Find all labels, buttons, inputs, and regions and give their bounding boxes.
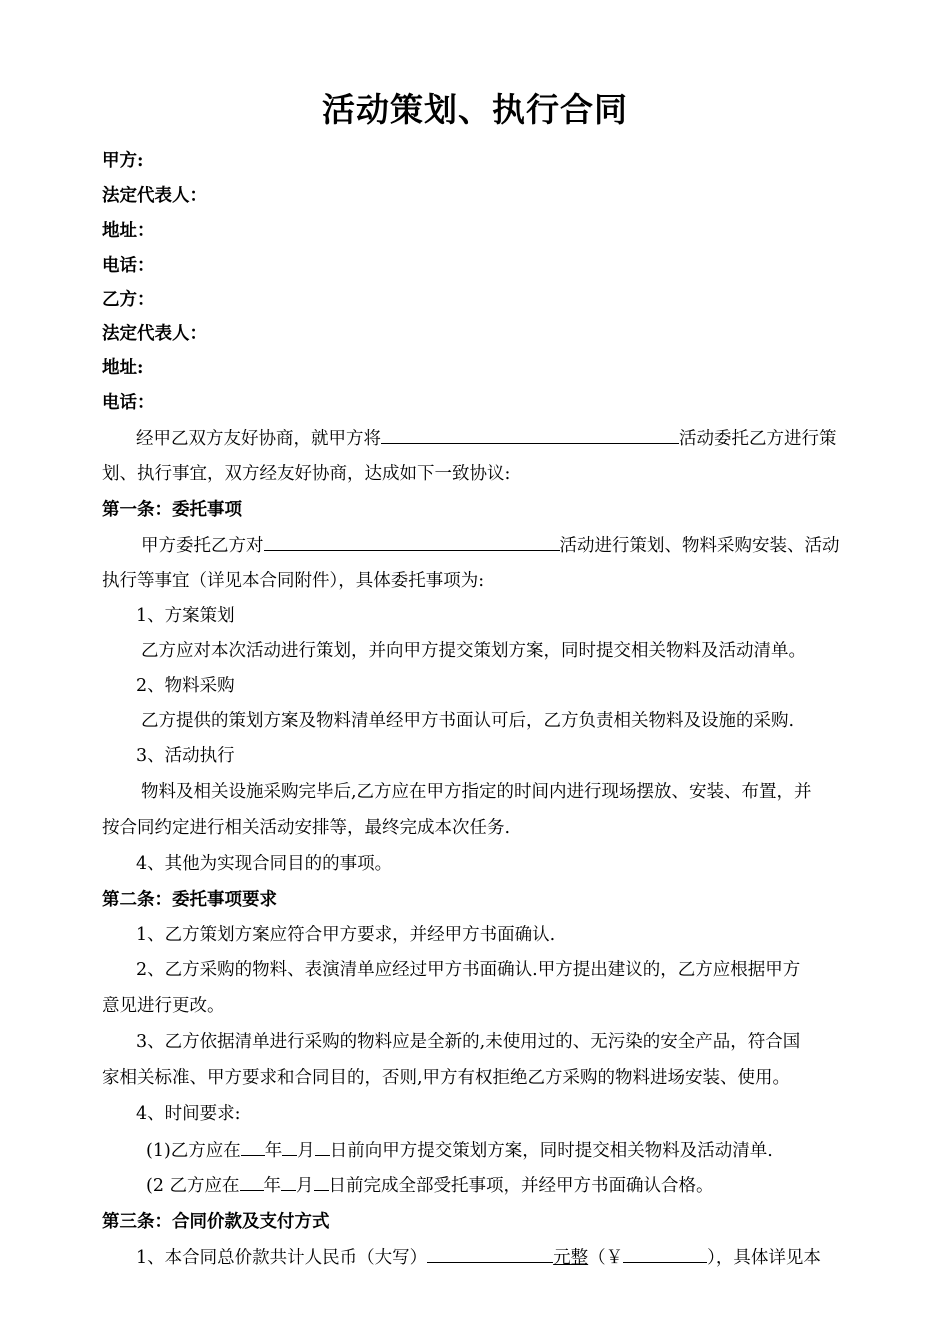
sub-2-year: 年 — [263, 1176, 282, 1196]
article-2-item-1: 1、乙方策划方案应符合甲方要求，并经甲方书面确认. — [136, 925, 556, 945]
party-a-address-label: 地址： — [102, 221, 155, 241]
article-1-item-3-title: 3、活动执行 — [136, 746, 235, 766]
sub-2-month: 月 — [296, 1176, 314, 1196]
amount-figure-blank — [623, 1244, 707, 1263]
article-2-item-3-line-1: 3、乙方依据清单进行采购的物料应是全新的,未使用过的、无污染的安全产品，符合国 — [136, 1032, 801, 1052]
article-1-intro-text-2: 活动进行策划、物料采购安装、活动 — [559, 536, 840, 556]
article-3-item-1-text-1: 1、本合同总价款共计人民币（大写） — [136, 1248, 428, 1268]
article-1-heading: 第一条：委托事项 — [102, 500, 242, 520]
article-2-heading: 第二条：委托事项要求 — [102, 890, 277, 910]
article-1-item-4: 4、其他为实现合同目的的事项。 — [136, 854, 393, 874]
article-2-item-3-line-2: 家相关标准、甲方要求和合同目的，否则,甲方有权拒绝乙方采购的物料进场安装、使用。 — [102, 1068, 791, 1088]
preamble-text-1: 经甲乙双方友好协商，就甲方将 — [136, 429, 381, 449]
sub-1-year: 年 — [264, 1141, 283, 1161]
article-2-sub-2 — [146, 1172, 877, 1199]
article-2-sub-1 — [146, 1137, 877, 1164]
article-1-intro-text-1: 甲方委托乙方对 — [141, 536, 264, 556]
sub-1-rest: 日前向甲方提交策划方案，同时提交相关物料及活动清单. — [329, 1141, 773, 1161]
sub-1-day-blank — [315, 1137, 330, 1156]
article-1-item-2-text: 乙方提供的策划方案及物料清单经甲方书面认可后，乙方负责相关物料及设施的采购. — [141, 711, 795, 731]
activity-name-blank — [381, 425, 679, 444]
article-1-item-1-title: 1、方案策划 — [136, 606, 235, 626]
sub-1-year-blank — [241, 1137, 265, 1156]
preamble-line-2: 划、执行事宜，双方经友好协商，达成如下一致协议: — [102, 464, 511, 484]
article-3-item-1-text-3: ），具体详见本 — [707, 1248, 821, 1268]
article-1-intro-line-1 — [141, 532, 877, 559]
sub-2-year-blank — [240, 1172, 264, 1191]
article-1-intro-line-2: 执行等事宜（详见本合同附件），具体委托事项为: — [102, 571, 485, 591]
article-1-item-3-line-2: 按合同约定进行相关活动安排等，最终完成本次任务. — [102, 818, 511, 838]
document-title: 活动策划、执行合同 — [322, 90, 628, 129]
article-1-item-2-title: 2、物料采购 — [136, 676, 235, 696]
preamble-line-1 — [136, 425, 877, 452]
party-a-phone-label: 电话： — [102, 256, 155, 276]
article-2-item-4-title: 4、时间要求: — [136, 1104, 241, 1124]
sub-1-month: 月 — [297, 1141, 315, 1161]
amount-words-blank — [427, 1244, 553, 1263]
sub-2-month-blank — [281, 1172, 296, 1191]
article-1-item-3-line-1: 物料及相关设施采购完毕后,乙方应在甲方指定的时间内进行现场摆放、安装、布置，并 — [141, 782, 812, 802]
sub-2-text-a: (2 乙方应在 — [146, 1176, 240, 1196]
preamble-text-2: 活动委托乙方进行策 — [679, 429, 837, 449]
amount-unit: 元整 — [553, 1248, 589, 1268]
activity-name-blank-2 — [264, 532, 560, 551]
sub-2-day-blank — [314, 1172, 329, 1191]
party-b-phone-label: 电话： — [102, 393, 155, 413]
article-2-item-2-line-2: 意见进行更改。 — [102, 996, 225, 1016]
article-3-heading: 第三条：合同价款及支付方式 — [102, 1212, 330, 1232]
article-3-item-1 — [136, 1244, 877, 1271]
article-1-item-1-text: 乙方应对本次活动进行策划，并向甲方提交策划方案，同时提交相关物料及活动清单。 — [141, 641, 806, 661]
article-3-item-1-text-2: （￥ — [588, 1248, 624, 1268]
party-a-rep-label: 法定代表人： — [102, 186, 207, 206]
party-b-address-label: 地址: — [102, 358, 144, 378]
party-b-label: 乙方： — [102, 290, 155, 310]
sub-1-month-blank — [282, 1137, 297, 1156]
sub-2-rest: 日前完成全部受托事项，并经甲方书面确认合格。 — [328, 1176, 714, 1196]
party-b-rep-label: 法定代表人： — [102, 324, 207, 344]
party-a-label: 甲方: — [102, 151, 144, 171]
article-2-item-2-line-1: 2、乙方采购的物料、表演清单应经过甲方书面确认.甲方提出建议的，乙方应根据甲方 — [136, 960, 801, 980]
sub-1-text-a: (1)乙方应在 — [146, 1141, 241, 1161]
